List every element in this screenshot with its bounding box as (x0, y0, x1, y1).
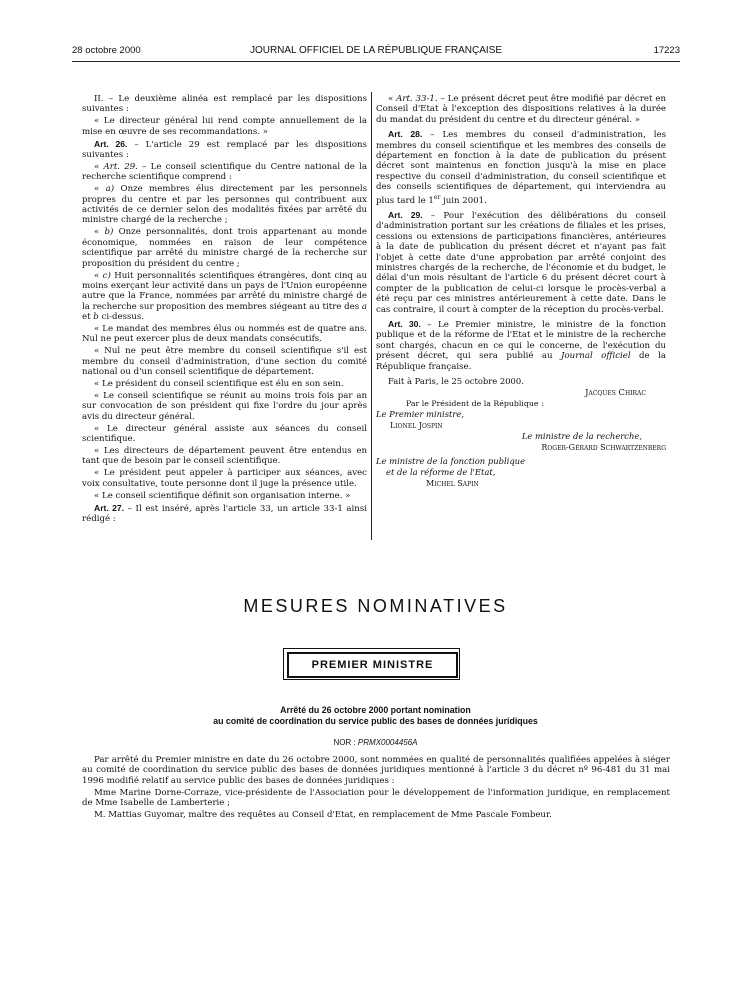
article-28: Art. 28. – Les membres du conseil d'administration, les membres du conseil scientifique et les membres des conseils de département en fonction à la date de publication du présent décret sont maintenus en fonction jusqu'à la mise en place respective du conseil d'administration, du conseil scientifique et des conseils scientifiques de département, qui interviendra au plus tard le 1er juin 2001. (376, 129, 666, 206)
paragraph: « Le mandat des membres élus ou nommés est de quatre ans. Nul ne peut exercer plus de deux mandats consécutifs. (82, 324, 367, 345)
header-rule (72, 61, 680, 62)
article-29: Art. 29. – Pour l'exécution des délibérations du conseil d'administration portant sur les créations de filiales et les prises, cessions ou extensions de participations financières, antérieures à la date de publication du présent décret et n'ayant pas fait l'objet à cette date d'une approbation par arrêté conjoint des ministres chargés de la recherche, de l'économie et du budget, le délai d'un mois résultant de l'article 6 du présent décret court à compter de la publication de celui-ci lorsque le procès-verbal a été reçu par ces ministres antérieurement à cette date. Dans le cas contraire, il court à compter de la réception du procès-verbal. (376, 209, 666, 315)
article-30: Art. 30. – Le Premier ministre, le ministre de la fonction publique et de la réforme de l'Etat et le ministre de la recherche sont chargés, chacun en ce qui le concerne, de l'exécution du présent décret, qui sera publié au Journal officiel de la République française. (376, 318, 666, 372)
journal-title: JOURNAL OFFICIEL DE LA RÉPUBLIQUE FRANÇAISE (249, 45, 503, 56)
page-header (72, 45, 680, 59)
article-label: Art. 30. (388, 318, 421, 329)
ministry-box: PREMIER MINISTRE (287, 652, 458, 678)
paragraph: « Art. 33-1. – Le présent décret peut être modifié par décret en Conseil d'Etat à l'exception des dispositions relatives à la durée du mandat du président du centre et du directeur général. » (376, 94, 666, 125)
paragraph: « Le conseil scientifique définit son organisation interne. » (94, 490, 351, 501)
fp-minister-name: Michel Sapin (426, 479, 479, 489)
page-number: 17223 (653, 45, 680, 56)
pm-name: Lionel Jospin (390, 421, 443, 431)
paragraph: « Le président peut appeler à participer aux séances, avec voix consultative, toute personne dont il juge la présence utile. (82, 468, 367, 489)
arrete-title: Arrêté du 26 octobre 2000 portant nomination au comité de coordination du service public des bases de données juridiques (213, 705, 538, 726)
fp-minister-title-1: Le ministre de la fonction publique (376, 456, 526, 467)
research-minister-name: Roger-Gérard Schwartzenberg (541, 443, 666, 453)
paragraph: « Le président du conseil scientifique est élu en son sein. (94, 379, 344, 390)
paragraph: « a) Onze membres élus directement par les personnels propres du centre et par les personnes qui contribuent aux activités de ce dernier selon des modalités fixées par arrêté du ministre chargé de la recherche ; (82, 184, 367, 226)
arrete-body (82, 755, 670, 822)
paragraph: « Le conseil scientifique se réunit au moins trois fois par an sur convocation de son président qui fixe l'ordre du jour après avis du directeur général. (82, 390, 367, 422)
paragraph: « Le directeur général lui rend compte annuellement de la mise en œuvre de ses recommandations. » (82, 116, 367, 137)
research-minister-title: Le ministre de la recherche, (521, 431, 642, 442)
paragraph: M. Mattias Guyomar, maître des requêtes au Conseil d'Etat, en remplacement de Mme Pascale Fombeur. (94, 810, 552, 821)
paragraph: « c) Huit personnalités scientifiques étrangères, dont cinq au moins exerçant leur activité dans un pays de l'Union européenne autre que la France, nommées par arrêté du ministre chargé de la recherche sur proposition des membres siégeant au titre des a et b ci-dessus. (82, 270, 367, 323)
signatures (376, 376, 666, 489)
header-date: 28 octobre 2000 (72, 45, 141, 56)
article-label: Art. 29. (388, 209, 423, 220)
paragraph: II. – Le deuxième alinéa est remplacé par les dispositions suivantes : (82, 94, 367, 115)
article-label: Art. 28. (388, 129, 423, 140)
paragraph: « Le directeur général assiste aux séances du conseil scientifique. (82, 423, 367, 445)
pm-title: Le Premier ministre, (376, 409, 464, 420)
paragraph: « Les directeurs de département peuvent être entendus en tant que de besoin par le conseil scientifique. (82, 446, 367, 467)
paragraph: Par arrêté du Premier ministre en date du 26 octobre 2000, sont nommées en qualité de personnalités qualifiées appelées à siéger au comité de coordination du service public des bases de données juridiques mentionné à l'article 3 du décret nº 96-481 du 31 mai 1996 modifié relatif au service public des bases de données juridiques : (82, 755, 670, 786)
nor-reference: NOR : PRMX0004456A (333, 738, 418, 747)
article-27: Art. 27. – Il est inséré, après l'article 33, un article 33-1 ainsi rédigé : (82, 502, 367, 524)
article-label: Art. 27. (94, 502, 125, 513)
left-column (82, 94, 367, 526)
section-title: MESURES NOMINATIVES (243, 596, 508, 616)
column-divider (371, 92, 372, 540)
article-26: Art. 26. – L'article 29 est remplacé par les dispositions suivantes : (82, 138, 367, 161)
paragraph: « b) Onze personnalités, dont trois appartenant au monde économique, nommées en raison de leur compétence scientifique par arrêté du ministre chargé de la recherche sur proposition du président du centre ; (82, 227, 368, 269)
by-president: Par le Président de la République : (406, 399, 544, 409)
paragraph: « Art. 29. – Le conseil scientifique du Centre national de la recherche scientifique comprend : (82, 161, 367, 183)
signature-date: Fait à Paris, le 25 octobre 2000. (388, 376, 524, 387)
paragraph: « Nul ne peut être membre du conseil scientifique s'il est membre du conseil d'administration, d'une section du comité national ou d'un conseil scientifique de département. (82, 346, 367, 378)
article-label: Art. 26. (94, 138, 128, 149)
right-column (376, 94, 666, 489)
signatory-president: Jacques Chirac (585, 387, 646, 398)
fp-minister-title-2: et de la réforme de l'Etat, (386, 467, 496, 478)
paragraph: Mme Marine Dorne-Corraze, vice-présidente de l'Association pour le développement de l'information juridique, en remplacement de Mme Isabelle de Lamberterie ; (82, 787, 670, 809)
